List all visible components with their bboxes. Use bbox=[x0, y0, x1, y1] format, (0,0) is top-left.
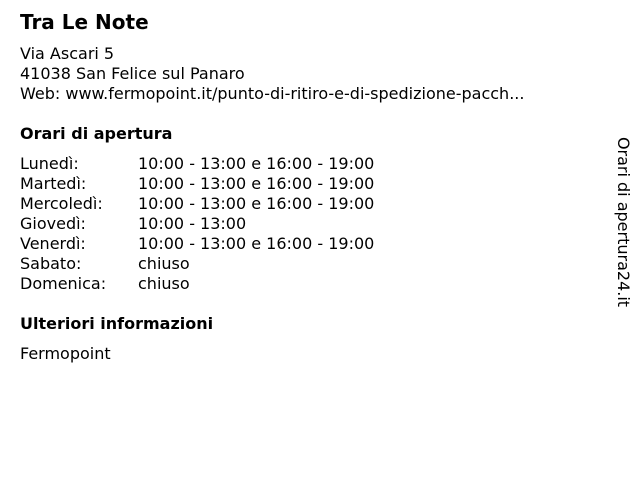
store-address bbox=[20, 44, 595, 104]
day-label: Martedì: bbox=[20, 174, 87, 193]
website-link[interactable]: www.fermopoint.it/punto-di-ritiro-e-di-spedizione-pacch... bbox=[65, 84, 525, 103]
hours-value: 10:00 - 13:00 bbox=[138, 214, 247, 233]
hours-row-monday bbox=[20, 154, 580, 174]
hours-value: 10:00 - 13:00 e 16:00 - 19:00 bbox=[138, 194, 375, 213]
hours-row-sunday bbox=[20, 274, 580, 294]
additional-info-heading: Ulteriori informazioni bbox=[20, 314, 214, 333]
opening-hours-table bbox=[20, 154, 580, 294]
hours-value: chiuso bbox=[138, 254, 190, 273]
additional-info-text: Fermopoint bbox=[20, 344, 111, 363]
website-line bbox=[20, 84, 595, 104]
hours-value: 10:00 - 13:00 e 16:00 - 19:00 bbox=[138, 174, 375, 193]
hours-value: 10:00 - 13:00 e 16:00 - 19:00 bbox=[138, 154, 375, 173]
site-watermark: Orari di apertura24.it bbox=[614, 136, 633, 308]
day-label: Mercoledì: bbox=[20, 194, 103, 213]
website-label: Web: bbox=[20, 84, 61, 103]
hours-row-friday bbox=[20, 234, 580, 254]
city-line: 41038 San Felice sul Panaro bbox=[20, 64, 245, 83]
hours-value: 10:00 - 13:00 e 16:00 - 19:00 bbox=[138, 234, 375, 253]
hours-row-thursday bbox=[20, 214, 580, 234]
day-label: Giovedì: bbox=[20, 214, 86, 233]
opening-hours-heading: Orari di apertura bbox=[20, 124, 173, 143]
day-label: Venerdì: bbox=[20, 234, 86, 253]
hours-value: chiuso bbox=[138, 274, 190, 293]
day-label: Sabato: bbox=[20, 254, 82, 273]
street-address: Via Ascari 5 bbox=[20, 44, 115, 63]
day-label: Lunedì: bbox=[20, 154, 79, 173]
store-name: Tra Le Note bbox=[20, 10, 149, 34]
hours-row-tuesday bbox=[20, 174, 580, 194]
day-label: Domenica: bbox=[20, 274, 107, 293]
hours-row-wednesday bbox=[20, 194, 580, 214]
hours-row-saturday bbox=[20, 254, 580, 274]
